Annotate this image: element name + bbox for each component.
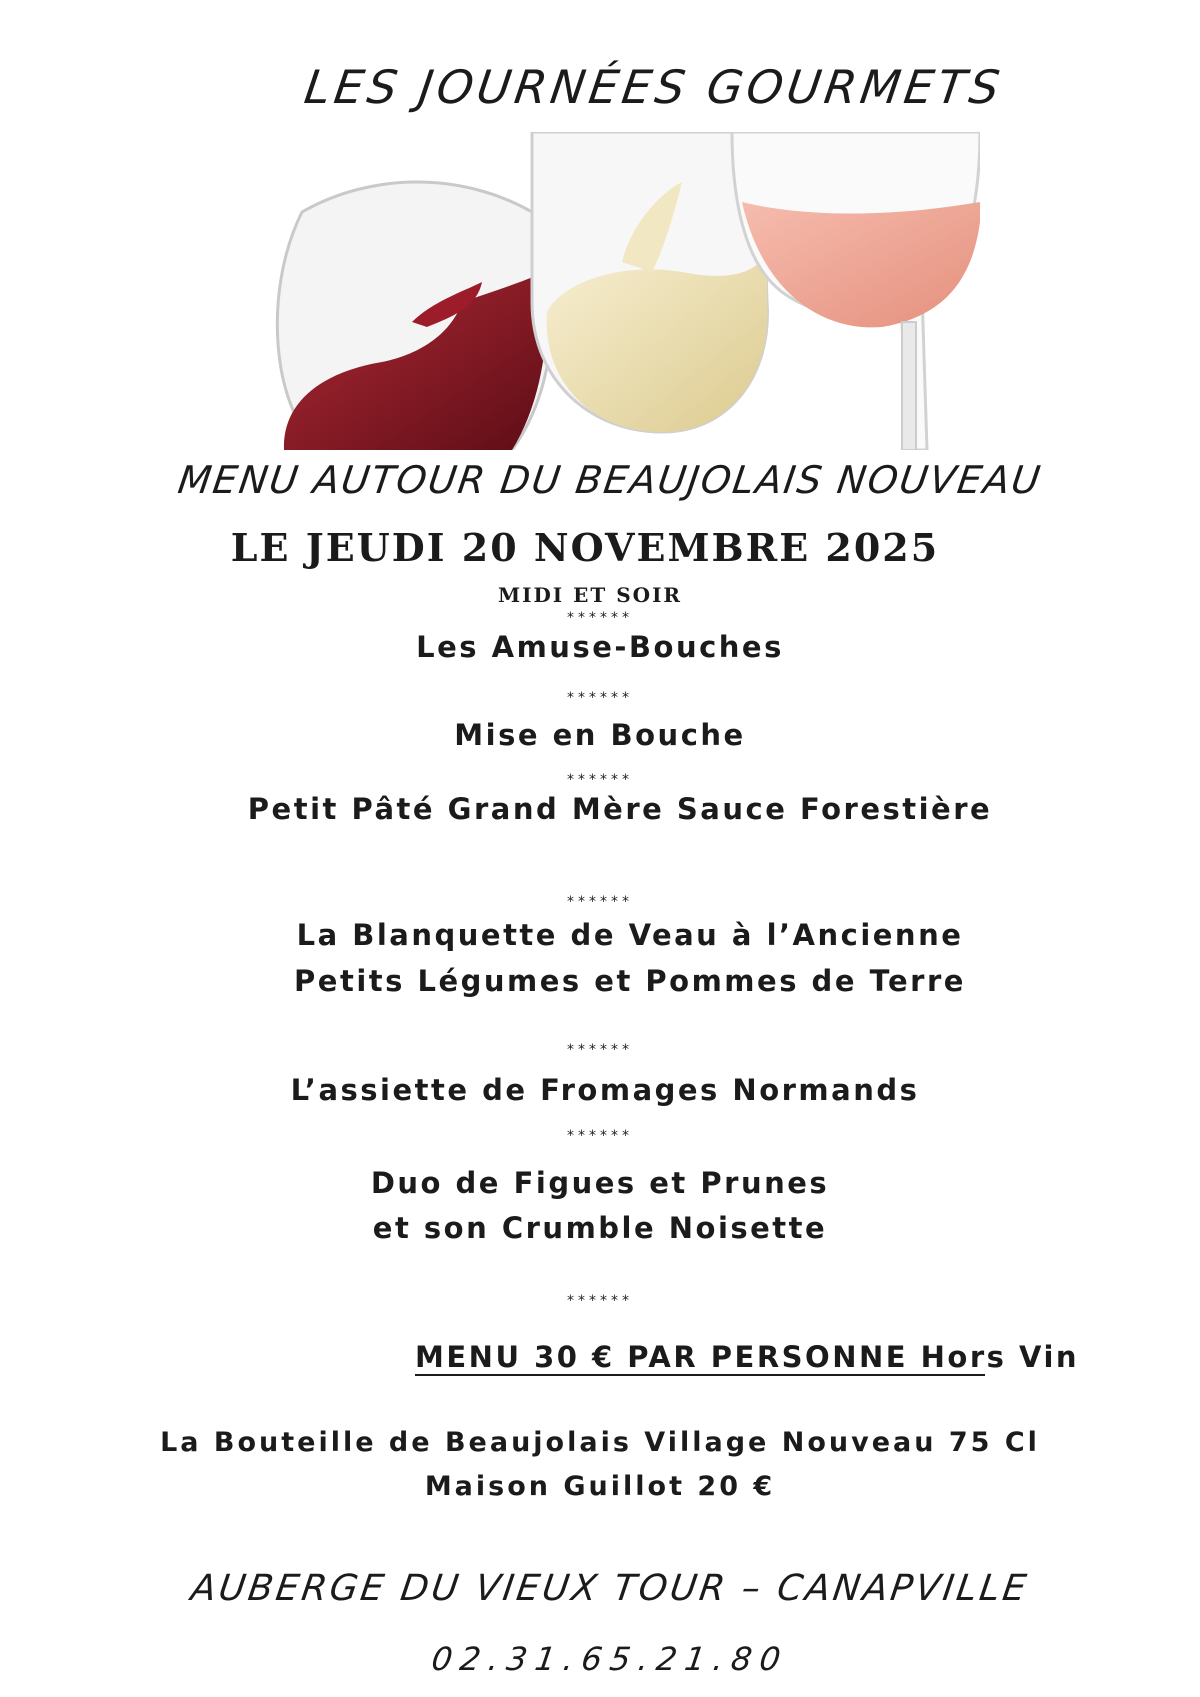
poster-title: LES JOURNÉES GOURMETS: [301, 60, 1007, 114]
phone-number: 02.31.65.21.80: [429, 1640, 791, 1678]
venue-name: AUBERGE DU VIEUX TOUR – CANAPVILLE: [188, 1568, 1032, 1609]
event-date: LE JEUDI 20 NOVEMBRE 2025: [230, 525, 940, 570]
course-dessert: Duo de Figues et Prunes: [370, 1166, 830, 1200]
separator: ******: [567, 894, 633, 910]
service-time: MIDI ET SOIR: [497, 583, 683, 607]
course-blanquette-sides: Petits Légumes et Pommes de Terre: [294, 964, 966, 998]
course-petit-pate: Petit Pâté Grand Mère Sauce Forestière: [247, 792, 993, 826]
course-blanquette: La Blanquette de Veau à l’Ancienne: [296, 918, 964, 952]
menu-heading: MENU AUTOUR DU BEAUJOLAIS NOUVEAU: [175, 458, 1045, 502]
course-amuse-bouches: Les Amuse-Bouches: [416, 630, 784, 664]
wine-offer-line-1: La Bouteille de Beaujolais Village Nouveau 75 Cl: [160, 1427, 1040, 1458]
separator: ******: [567, 1128, 633, 1144]
wine-glasses-illustration: [262, 132, 980, 450]
separator: ******: [567, 1293, 633, 1309]
separator: ******: [567, 772, 633, 788]
menu-price: MENU 30 € PAR PERSONNE Hors Vin: [415, 1340, 1080, 1374]
separator: ******: [567, 690, 633, 706]
course-mise-en-bouche: Mise en Bouche: [454, 718, 746, 752]
separator: ******: [567, 1042, 633, 1058]
course-dessert-crumble: et son Crumble Noisette: [372, 1211, 828, 1245]
separator: ******: [567, 610, 633, 626]
wine-offer-line-2: Maison Guillot 20 €: [424, 1471, 776, 1502]
course-fromages: L’assiette de Fromages Normands: [290, 1073, 920, 1107]
